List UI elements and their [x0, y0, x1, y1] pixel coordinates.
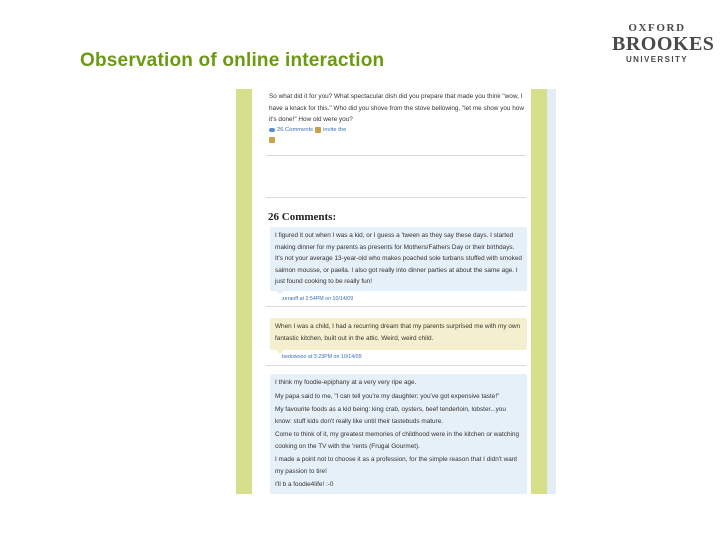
comment-card	[270, 318, 527, 350]
comment-text: When I was a child, I had a recurring dream that my parents surprised me with my own fantastic kitchen, built out in the attic. Weird, weird child.	[275, 323, 521, 342]
comment-card	[270, 227, 527, 291]
comments-link[interactable]: 26 Comments	[277, 127, 314, 133]
page-margin	[547, 89, 556, 494]
logo-line-2: BROOKES	[612, 33, 715, 55]
logo-line-1: OXFORD	[628, 22, 686, 34]
comment-card	[270, 374, 527, 494]
cloud-icon	[269, 128, 275, 132]
divider	[266, 306, 526, 307]
comment-text: My papa said to me, "I can tell you're my daughter; you've got expensive taste!"	[275, 392, 500, 400]
blog-screenshot	[236, 89, 556, 494]
comment-text: Come to think of it, my greatest memories of childhood were in the kitchen or watching cooking on the TV with the 'rents (Frugal Gourmet).	[275, 431, 520, 450]
comment-meta[interactable]: zeraoff at 2:54PM on 10/14/09	[282, 296, 354, 302]
comment-text: I'll b a foodie4life! :-0	[275, 481, 334, 488]
post-body: So what did it for you? What spectacular dish did you prepare that made you think "wow, I have a knack for this." Who did you shove from the stove bellowing, "let me show you how it's done!" How old were you?	[269, 93, 524, 123]
comment-text: I made a point not to choose it as a profession, for the simple reason that I didn't want my passion to tire!	[275, 456, 518, 475]
divider	[266, 197, 526, 198]
university-logo	[612, 22, 715, 65]
divider	[266, 155, 526, 156]
badge-icon	[269, 137, 275, 143]
comment-text: I think my foodie-epiphany at a very very ripe age.	[275, 379, 417, 386]
divider	[266, 365, 526, 366]
comment-text: I figured it out when I was a kid, or I guess a 'tween as they say these days. I started making dinner for my parents as presents for Mothers/Fathers Day or their birthdays. It's not your average 13-year-old who makes poached sole turbans stuffed with smoked salmon mousse, or paella. I also got really into dinner parties at about the same age. I just found cooking to be really fun!	[275, 232, 522, 285]
blog-panel	[252, 89, 531, 494]
comment-pointer	[276, 291, 284, 295]
comment-text: My favourite foods as a kid being: king crab, oysters, beef tenderloin, lobster...you know: stuff kids don't really like until their tastebuds mature.	[275, 406, 506, 425]
comments-heading: 26 Comments:	[268, 211, 337, 223]
slide-title: Observation of online interaction	[80, 50, 385, 71]
badge-icon	[315, 127, 321, 133]
share-link[interactable]: invite the	[323, 127, 347, 133]
post-actions	[269, 127, 346, 133]
comment-meta[interactable]: bedowooo at 3:23PM on 10/14/09	[282, 354, 362, 360]
logo-line-3: UNIVERSITY	[625, 55, 688, 64]
